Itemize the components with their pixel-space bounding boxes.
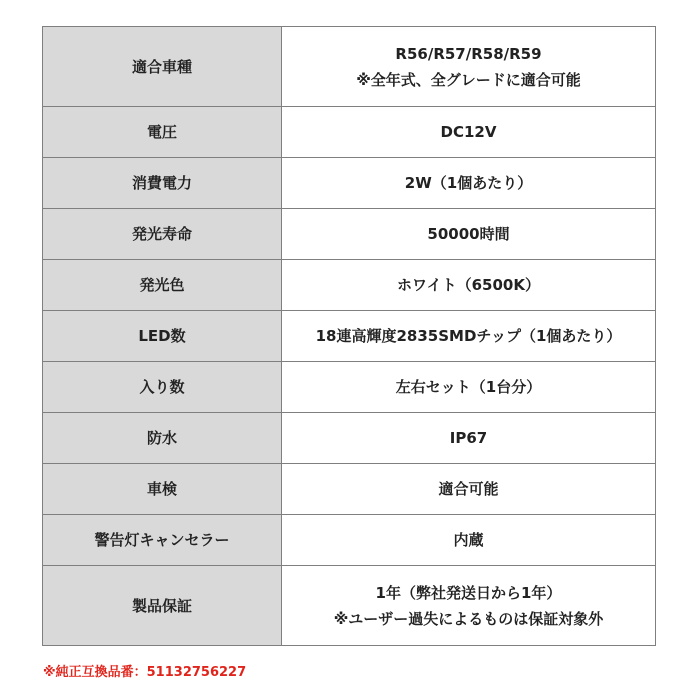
spec-label: 適合車種 (43, 27, 282, 107)
spec-value: 2W（1個あたり） (282, 158, 656, 209)
spec-row-voltage (43, 107, 656, 158)
spec-row-waterproof (43, 413, 656, 464)
spec-row-warranty (43, 566, 656, 646)
spec-row-led-count (43, 311, 656, 362)
spec-value: 18連高輝度2835SMDチップ（1個あたり） (282, 311, 656, 362)
spec-label: 車検 (43, 464, 282, 515)
spec-label: 電圧 (43, 107, 282, 158)
spec-value: DC12V (282, 107, 656, 158)
spec-value-line: 1年（弊社発送日から1年） (375, 583, 562, 602)
spec-row-inspection (43, 464, 656, 515)
spec-value: IP67 (282, 413, 656, 464)
spec-row-warning-canceller (43, 515, 656, 566)
spec-label: 入り数 (43, 362, 282, 413)
spec-label: 防水 (43, 413, 282, 464)
spec-row-quantity (43, 362, 656, 413)
spec-row-light-color (43, 260, 656, 311)
oem-part-number-note: ※純正互換品番：51132756227 (43, 665, 247, 680)
spec-label: 製品保証 (43, 566, 282, 646)
spec-value (282, 566, 656, 646)
spec-row-power-consumption (43, 158, 656, 209)
spec-value: 適合可能 (282, 464, 656, 515)
spec-value: 50000時間 (282, 209, 656, 260)
spec-label: 消費電力 (43, 158, 282, 209)
spec-value: ホワイト（6500K） (282, 260, 656, 311)
spec-label: LED数 (43, 311, 282, 362)
spec-value-line: R56/R57/R58/R59 (395, 44, 542, 63)
spec-value-note: ※全年式、全グレードに適合可能 (356, 70, 581, 89)
spec-row-compatible-models (43, 27, 656, 107)
spec-label: 警告灯キャンセラー (43, 515, 282, 566)
spec-label: 発光色 (43, 260, 282, 311)
spec-row-lifespan (43, 209, 656, 260)
spec-value (282, 27, 656, 107)
spec-value-note: ※ユーザー過失によるものは保証対象外 (333, 609, 604, 628)
spec-label: 発光寿命 (43, 209, 282, 260)
spec-value: 左右セット（1台分） (282, 362, 656, 413)
spec-table (42, 26, 656, 646)
spec-value: 内蔵 (282, 515, 656, 566)
